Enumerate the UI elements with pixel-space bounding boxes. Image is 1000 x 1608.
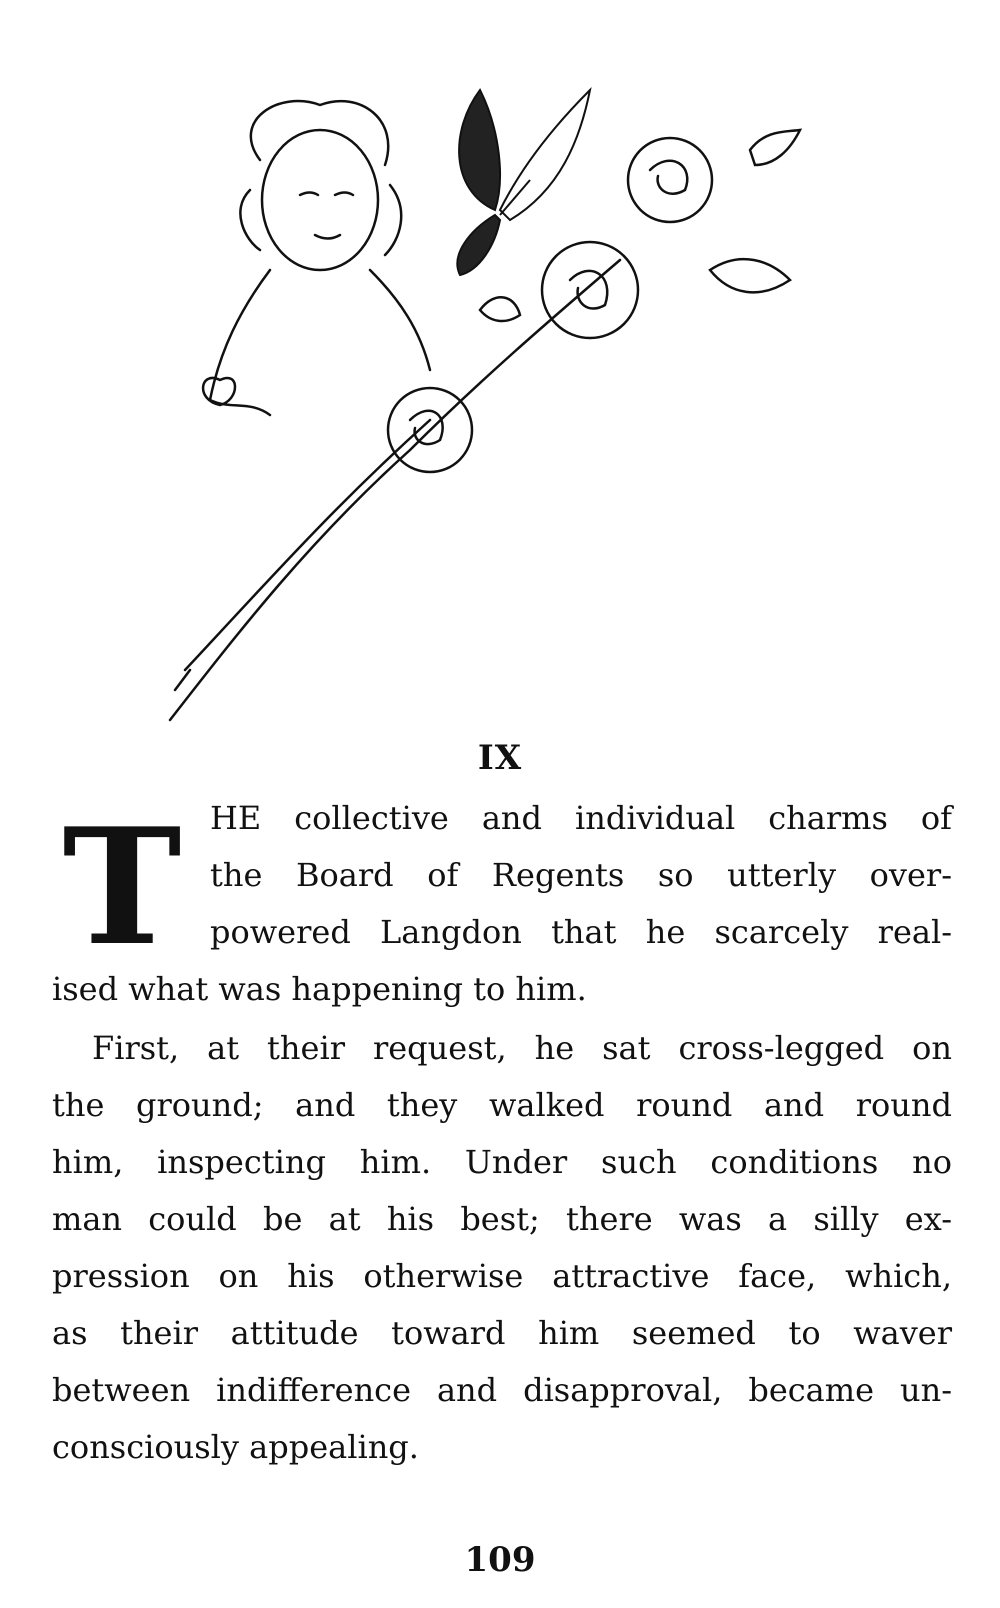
text-line: powered Langdon that he scarcely real- xyxy=(210,913,952,951)
drop-cap-letter: T xyxy=(62,793,182,981)
text-line: pression on his otherwise attractive face, which, xyxy=(52,1257,952,1295)
rose-bud xyxy=(750,130,800,165)
rose-middle xyxy=(542,242,638,338)
chapter-number: IX xyxy=(477,738,523,778)
text-line: him, inspecting him. Under such conditions no xyxy=(52,1143,952,1181)
stem-1 xyxy=(170,260,620,720)
woman-face xyxy=(262,130,378,270)
text-line: between indifference and disapproval, became un- xyxy=(52,1371,952,1409)
text-line: HE collective and individual charms of xyxy=(210,799,952,837)
stem-2 xyxy=(185,420,430,670)
woman-roses-butterfly-drawing xyxy=(150,70,830,750)
rose-upper xyxy=(628,138,712,222)
text-line: ised what was happening to him. xyxy=(52,970,587,1008)
page-number: 109 xyxy=(464,1540,536,1580)
text-line: the Board of Regents so utterly over- xyxy=(210,856,952,894)
text-line: man could be at his best; there was a silly ex- xyxy=(52,1200,952,1238)
text-line: the ground; and they walked round and round xyxy=(52,1086,952,1124)
text-line: consciously appealing. xyxy=(52,1428,419,1466)
text-line: as their attitude toward him seemed to waver xyxy=(52,1314,952,1352)
text-line: First, at their request, he sat cross-legged on xyxy=(92,1029,952,1067)
chapter-illustration xyxy=(150,70,830,750)
leaf xyxy=(710,259,790,292)
